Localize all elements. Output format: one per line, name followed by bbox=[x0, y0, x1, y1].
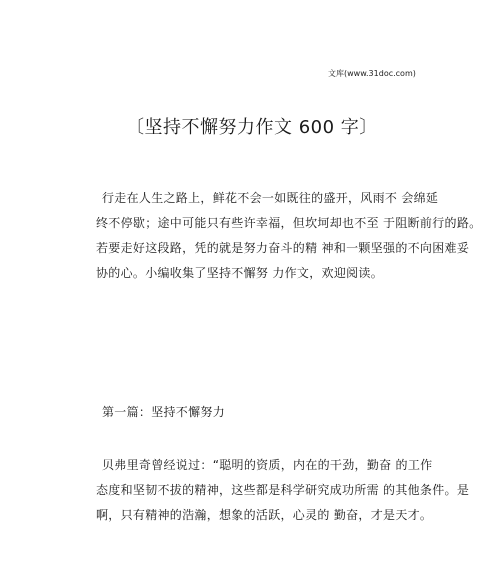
chapter-heading: 第一篇：坚持不懈努力 bbox=[102, 405, 226, 419]
document-title: 〔坚持不懈努力作文 600 字〕 bbox=[126, 117, 378, 138]
paragraph-line: 若要走好这段路，凭的就是努力奋斗的精 神和一颗坚强的不向困难妥 bbox=[96, 241, 470, 255]
quote-paragraph bbox=[96, 453, 470, 528]
paragraph-line: 态度和坚韧不拔的精神，这些都是科学研究成功所需 的其他条件。是 bbox=[96, 483, 470, 497]
intro-paragraph bbox=[96, 186, 482, 286]
paragraph-line: 终不停歇；途中可能只有些许幸福，但坎坷却也不至 于阻断前行的路。 bbox=[96, 216, 482, 230]
paragraph-line: 行走在人生之路上，鲜花不会一如既往的盛开，风雨不 会绵延 bbox=[102, 191, 439, 205]
paragraph-line: 贝弗里奇曾经说过：“聪明的资质，内在的干劲，勤奋 的工作 bbox=[102, 458, 433, 472]
paragraph-line: 啊，只有精神的浩瀚，想象的活跃，心灵的 勤奋，才是天才。 bbox=[96, 508, 433, 522]
paragraph-line: 协的心。小编收集了坚持不懈努 力作文，欢迎阅读。 bbox=[96, 266, 384, 280]
source-header: 文库(www.31doc.com) bbox=[328, 69, 416, 78]
